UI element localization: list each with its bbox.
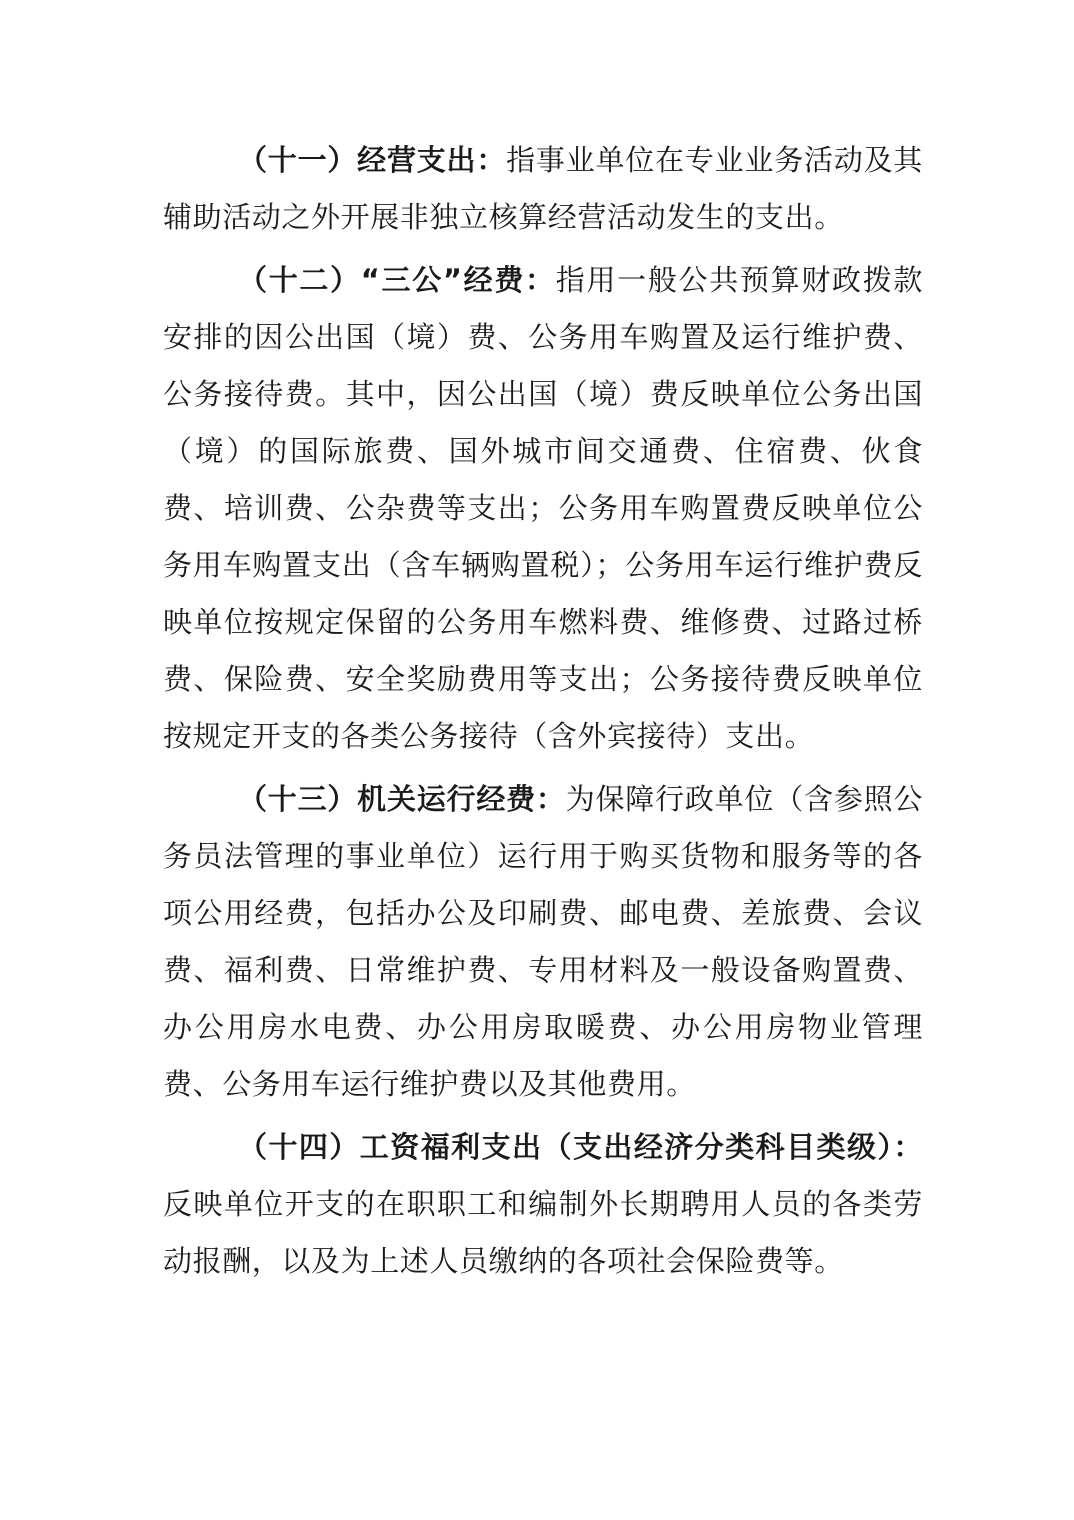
- paragraph-text: 指用一般公共预算财政拨款安排的因公出国（境）费、公务用车购置及运行维护费、公务接待费。其中，因公出国（境）费反映单位公务出国（境）的国际旅费、国外城市间交通费、住宿费、伙食费、培训费、公杂费等支出；公务用车购置费反映单位公务用车购置支出（含车辆购置税）；公务用车运行维护费反映单位按规定保留的公务用车燃料费、维修费、过路过桥费、保险费、安全奖励费用等支出；公务接待费反映单位按规定开支的各类公务接待（含外宾接待）支出。: [163, 263, 923, 753]
- paragraph-text: 反映单位开支的在职职工和编制外长期聘用人员的各类劳动报酬，以及为上述人员缴纳的各项社会保险费等。: [163, 1187, 923, 1278]
- paragraph-heading: （十三）机关运行经费：: [238, 782, 566, 816]
- paragraph-text: 指事业单位在专业业务活动及其辅助活动之外开展非独立核算经营活动发生的支出。: [163, 143, 923, 234]
- document-body: [163, 132, 923, 1296]
- paragraph-heading: （十二）“三公”经费：: [238, 263, 556, 297]
- paragraph-wages-welfare: [163, 1119, 923, 1290]
- paragraph-text: 为保障行政单位（含参照公务员法管理的事业单位）运行用于购买货物和服务等的各项公用经费，包括办公及印刷费、邮电费、差旅费、会议费、福利费、日常维护费、专用材料及一般设备购置费、办公用房水电费、办公用房取暖费、办公用房物业管理费、公务用车运行维护费以及其他费用。: [163, 782, 923, 1101]
- paragraph-heading: （十一）经营支出：: [238, 143, 507, 177]
- paragraph-three-public-expenses: [163, 252, 923, 765]
- paragraph-operating-expenditure: [163, 132, 923, 246]
- paragraph-agency-operating-funds: [163, 771, 923, 1113]
- paragraph-heading: （十四）工资福利支出（支出经济分类科目类级）：: [238, 1130, 923, 1164]
